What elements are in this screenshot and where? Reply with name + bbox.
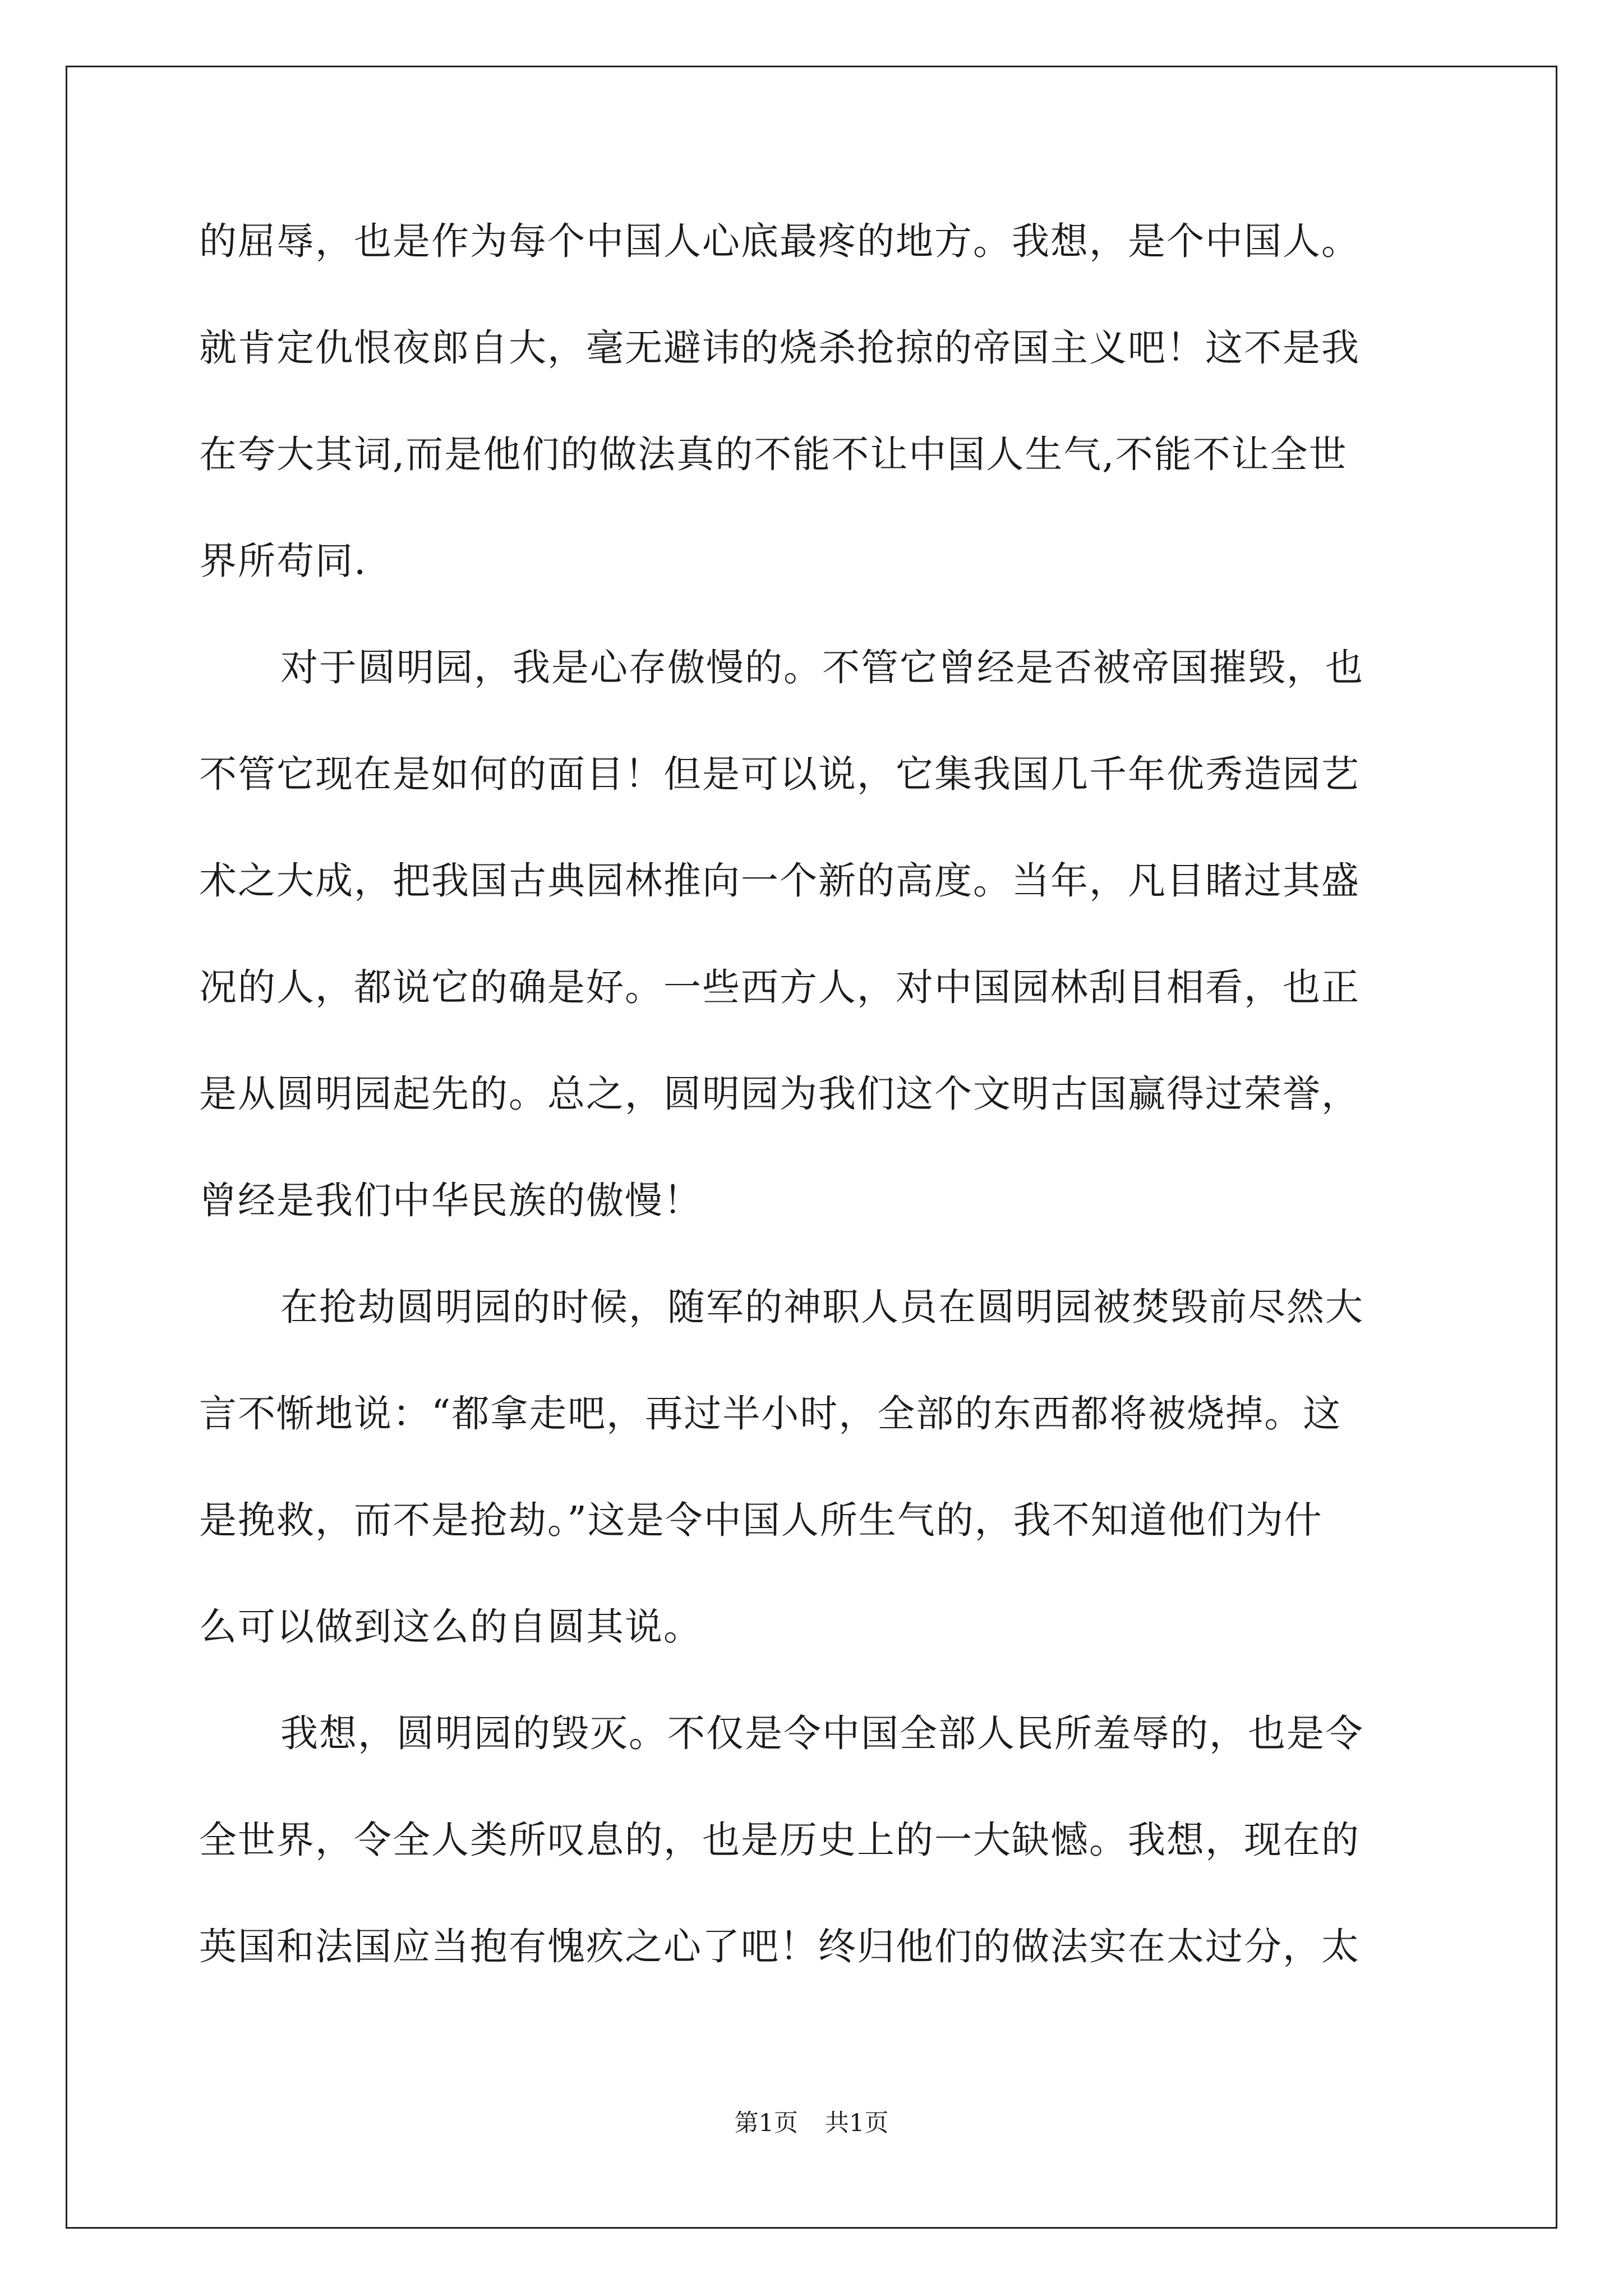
text-line: 全世界，令全人类所叹息的，也是历史上的一大缺憾。我想，现在的 xyxy=(199,1818,1360,1862)
paragraph-first-line: 在抢劫圆明园的时候，随军的神职人员在圆明园被焚毁前尽然大 xyxy=(280,1285,1364,1329)
text-line: 不管它现在是如何的面目！但是可以说，它集我国几千年优秀造园艺 xyxy=(199,752,1360,796)
text-line: 曾经是我们中华民族的傲慢！ xyxy=(199,1179,702,1222)
text-line: 就肯定仇恨夜郎自大，毫无避讳的烧杀抢掠的帝国主义吧！这不是我 xyxy=(199,326,1360,370)
text-line: 是从圆明园起先的。总之，圆明园为我们这个文明古国赢得过荣誉， xyxy=(199,1072,1360,1116)
text-line: 界所苟同. xyxy=(199,539,367,583)
document-body xyxy=(199,210,1430,2022)
paragraph-first-line: 对于圆明园，我是心存傲慢的。不管它曾经是否被帝国摧毁，也 xyxy=(280,646,1364,689)
page-number-current: 第1页 xyxy=(734,2109,798,2137)
text-line: 英国和法国应当抱有愧疚之心了吧！终归他们的做法实在太过分，太 xyxy=(199,1925,1360,1968)
text-line: 言不惭地说：“都拿走吧，再过半小时，全部的东西都将被烧掉。这 xyxy=(199,1392,1342,1435)
page-number-total: 共1页 xyxy=(825,2109,889,2137)
text-line: 况的人，都说它的确是好。一些西方人，对中国园林刮目相看，也正 xyxy=(199,965,1360,1009)
text-line: 在夸大其词,而是他们的做法真的不能不让中国人生气,不能不让全世 xyxy=(199,432,1348,476)
text-line: 的屈辱，也是作为每个中国人心底最疼的地方。我想，是个中国人。 xyxy=(199,219,1360,263)
page-footer xyxy=(0,2106,1623,2140)
paragraph-first-line: 我想，圆明园的毁灭。不仅是令中国全部人民所羞辱的，也是令 xyxy=(280,1711,1364,1755)
text-line: 术之大成，把我国古典园林推向一个新的高度。当年，凡目睹过其盛 xyxy=(199,859,1360,903)
text-line: 是挽救，而不是抢劫。”这是令中国人所生气的，我不知道他们为什 xyxy=(199,1498,1323,1542)
text-line: 么可以做到这么的自圆其说。 xyxy=(199,1605,702,1649)
